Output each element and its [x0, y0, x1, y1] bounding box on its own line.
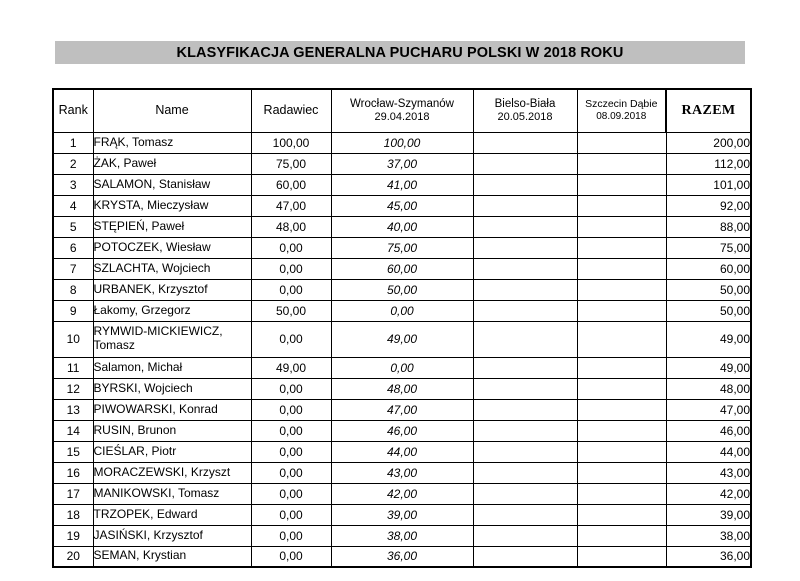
- cell-radawiec: 47,00: [251, 195, 331, 216]
- cell-bielsko-biala: [473, 420, 577, 441]
- column-header-bielsko-date: 20.05.2018: [497, 111, 553, 124]
- cell-wroclaw-szymanow: 0,00: [331, 357, 473, 378]
- table-row[interactable]: [53, 174, 751, 195]
- cell-name: Salamon, Michał: [93, 357, 251, 378]
- cell-szczecin-dabie: [577, 483, 666, 504]
- cell-name: KRYSTA, Mieczysław: [93, 195, 251, 216]
- cell-razem: 46,00: [666, 420, 751, 441]
- cell-rank: 18: [53, 504, 93, 525]
- cell-radawiec: 50,00: [251, 300, 331, 321]
- cell-razem: 50,00: [666, 300, 751, 321]
- cell-wroclaw-szymanow: 60,00: [331, 258, 473, 279]
- cell-bielsko-biala: [473, 378, 577, 399]
- cell-wroclaw-szymanow: 49,00: [331, 321, 473, 357]
- cell-bielsko-biala: [473, 300, 577, 321]
- cell-razem: 48,00: [666, 378, 751, 399]
- cell-razem: 49,00: [666, 321, 751, 357]
- cell-bielsko-biala: [473, 321, 577, 357]
- cell-radawiec: 0,00: [251, 462, 331, 483]
- cell-bielsko-biala: [473, 174, 577, 195]
- cell-radawiec: 49,00: [251, 357, 331, 378]
- table-row[interactable]: [53, 153, 751, 174]
- cell-radawiec: 0,00: [251, 321, 331, 357]
- cell-rank: 19: [53, 525, 93, 546]
- table-row[interactable]: [53, 378, 751, 399]
- cell-razem: 75,00: [666, 237, 751, 258]
- cell-bielsko-biala: [473, 399, 577, 420]
- cell-bielsko-biala: [473, 546, 577, 567]
- cell-szczecin-dabie: [577, 258, 666, 279]
- cell-radawiec: 0,00: [251, 378, 331, 399]
- cell-name: URBANEK, Krzysztof: [93, 279, 251, 300]
- cell-wroclaw-szymanow: 50,00: [331, 279, 473, 300]
- cell-szczecin-dabie: [577, 441, 666, 462]
- cell-radawiec: 0,00: [251, 504, 331, 525]
- cell-bielsko-biala: [473, 195, 577, 216]
- cell-rank: 14: [53, 420, 93, 441]
- cell-name: CIEŚLAR, Piotr: [93, 441, 251, 462]
- table-header: [53, 89, 751, 132]
- cell-radawiec: 0,00: [251, 279, 331, 300]
- cell-wroclaw-szymanow: 42,00: [331, 483, 473, 504]
- cell-wroclaw-szymanow: 46,00: [331, 420, 473, 441]
- cell-name: PIWOWARSKI, Konrad: [93, 399, 251, 420]
- cell-razem: 39,00: [666, 504, 751, 525]
- cell-bielsko-biala: [473, 132, 577, 153]
- cell-razem: 47,00: [666, 399, 751, 420]
- cell-razem: 88,00: [666, 216, 751, 237]
- column-header-bielsko-label: Bielso-Biała: [494, 97, 556, 110]
- cell-szczecin-dabie: [577, 237, 666, 258]
- cell-rank: 10: [53, 321, 93, 357]
- table-row[interactable]: [53, 216, 751, 237]
- cell-name: POTOCZEK, Wiesław: [93, 237, 251, 258]
- table-row[interactable]: [53, 279, 751, 300]
- cell-wroclaw-szymanow: 75,00: [331, 237, 473, 258]
- cell-bielsko-biala: [473, 441, 577, 462]
- cell-bielsko-biala: [473, 357, 577, 378]
- cell-bielsko-biala: [473, 483, 577, 504]
- cell-bielsko-biala: [473, 525, 577, 546]
- table-header-row: [53, 89, 751, 132]
- cell-name: MANIKOWSKI, Tomasz: [93, 483, 251, 504]
- table-row[interactable]: [53, 321, 751, 357]
- cell-razem: 42,00: [666, 483, 751, 504]
- cell-name: RUSIN, Brunon: [93, 420, 251, 441]
- cell-radawiec: 0,00: [251, 258, 331, 279]
- column-header-razem[interactable]: [666, 89, 751, 132]
- cell-razem: 60,00: [666, 258, 751, 279]
- cell-rank: 2: [53, 153, 93, 174]
- table-row[interactable]: [53, 462, 751, 483]
- cell-name: SEMAN, Krystian: [93, 546, 251, 567]
- cell-name: Łakomy, Grzegorz: [93, 300, 251, 321]
- cell-szczecin-dabie: [577, 321, 666, 357]
- table-row[interactable]: [53, 399, 751, 420]
- cell-bielsko-biala: [473, 216, 577, 237]
- cell-rank: 9: [53, 300, 93, 321]
- cell-rank: 3: [53, 174, 93, 195]
- table-row[interactable]: [53, 504, 751, 525]
- cell-razem: 200,00: [666, 132, 751, 153]
- cell-szczecin-dabie: [577, 300, 666, 321]
- column-header-name-label: Name: [155, 102, 189, 117]
- cell-rank: 8: [53, 279, 93, 300]
- cell-bielsko-biala: [473, 237, 577, 258]
- cell-rank: 1: [53, 132, 93, 153]
- cell-wroclaw-szymanow: 41,00: [331, 174, 473, 195]
- cell-radawiec: 0,00: [251, 525, 331, 546]
- cell-radawiec: 0,00: [251, 546, 331, 567]
- column-header-radawiec[interactable]: [251, 89, 331, 132]
- table-row[interactable]: [53, 195, 751, 216]
- table-row[interactable]: [53, 525, 751, 546]
- column-header-bielsko-biala[interactable]: [473, 89, 577, 132]
- column-header-wroclaw-date: 29.04.2018: [374, 111, 430, 124]
- column-header-szczecin-label: Szczecin Dąbie: [585, 97, 658, 110]
- page-title: KLASYFIKACJA GENERALNA PUCHARU POLSKI W 2018 ROKU: [176, 44, 624, 61]
- cell-rank: 15: [53, 441, 93, 462]
- cell-razem: 43,00: [666, 462, 751, 483]
- cell-rank: 16: [53, 462, 93, 483]
- cell-rank: 12: [53, 378, 93, 399]
- cell-szczecin-dabie: [577, 357, 666, 378]
- cell-radawiec: 0,00: [251, 420, 331, 441]
- column-header-name[interactable]: [93, 89, 251, 132]
- classification-table-container: [52, 88, 750, 568]
- cell-wroclaw-szymanow: 0,00: [331, 300, 473, 321]
- cell-wroclaw-szymanow: 40,00: [331, 216, 473, 237]
- table-row[interactable]: [53, 357, 751, 378]
- column-header-radawiec-label: Radawiec: [263, 102, 319, 117]
- cell-szczecin-dabie: [577, 462, 666, 483]
- cell-wroclaw-szymanow: 38,00: [331, 525, 473, 546]
- cell-razem: 44,00: [666, 441, 751, 462]
- cell-razem: 112,00: [666, 153, 751, 174]
- cell-wroclaw-szymanow: 43,00: [331, 462, 473, 483]
- cell-wroclaw-szymanow: 37,00: [331, 153, 473, 174]
- cell-szczecin-dabie: [577, 378, 666, 399]
- cell-name: SALAMON, Stanisław: [93, 174, 251, 195]
- cell-szczecin-dabie: [577, 132, 666, 153]
- cell-rank: 7: [53, 258, 93, 279]
- cell-szczecin-dabie: [577, 399, 666, 420]
- cell-radawiec: 0,00: [251, 399, 331, 420]
- cell-radawiec: 0,00: [251, 237, 331, 258]
- table-row[interactable]: [53, 237, 751, 258]
- cell-rank: 4: [53, 195, 93, 216]
- cell-szczecin-dabie: [577, 174, 666, 195]
- cell-name: ŻAK, Paweł: [93, 153, 251, 174]
- cell-wroclaw-szymanow: 47,00: [331, 399, 473, 420]
- column-header-wroclaw-szymanow[interactable]: [331, 89, 473, 132]
- cell-szczecin-dabie: [577, 504, 666, 525]
- cell-wroclaw-szymanow: 48,00: [331, 378, 473, 399]
- cell-name: STĘPIEŃ, Paweł: [93, 216, 251, 237]
- column-header-szczecin-dabie[interactable]: [577, 89, 666, 132]
- cell-rank: 6: [53, 237, 93, 258]
- cell-radawiec: 0,00: [251, 483, 331, 504]
- cell-radawiec: 75,00: [251, 153, 331, 174]
- cell-rank: 13: [53, 399, 93, 420]
- cell-szczecin-dabie: [577, 216, 666, 237]
- cell-szczecin-dabie: [577, 546, 666, 567]
- cell-szczecin-dabie: [577, 153, 666, 174]
- cell-bielsko-biala: [473, 504, 577, 525]
- table-row[interactable]: [53, 441, 751, 462]
- table-row[interactable]: [53, 300, 751, 321]
- column-header-rank-label: Rank: [58, 102, 88, 117]
- column-header-wroclaw-label: Wrocław-Szymanów: [350, 97, 454, 110]
- cell-wroclaw-szymanow: 36,00: [331, 546, 473, 567]
- cell-radawiec: 100,00: [251, 132, 331, 153]
- table-body: [53, 132, 751, 567]
- cell-razem: 38,00: [666, 525, 751, 546]
- table-row[interactable]: [53, 483, 751, 504]
- cell-name: RYMWID-MICKIEWICZ, Tomasz: [93, 321, 251, 357]
- table-row[interactable]: [53, 420, 751, 441]
- cell-radawiec: 60,00: [251, 174, 331, 195]
- cell-rank: 17: [53, 483, 93, 504]
- cell-razem: 49,00: [666, 357, 751, 378]
- cell-name: TRZOPEK, Edward: [93, 504, 251, 525]
- cell-wroclaw-szymanow: 100,00: [331, 132, 473, 153]
- cell-szczecin-dabie: [577, 525, 666, 546]
- cell-razem: 36,00: [666, 546, 751, 567]
- cell-szczecin-dabie: [577, 279, 666, 300]
- cell-bielsko-biala: [473, 462, 577, 483]
- column-header-razem-label: RAZEM: [681, 103, 736, 118]
- cell-name: BYRSKI, Wojciech: [93, 378, 251, 399]
- cell-wroclaw-szymanow: 45,00: [331, 195, 473, 216]
- classification-table: [52, 88, 752, 568]
- title-banner: [55, 41, 745, 64]
- cell-rank: 20: [53, 546, 93, 567]
- cell-wroclaw-szymanow: 39,00: [331, 504, 473, 525]
- cell-wroclaw-szymanow: 44,00: [331, 441, 473, 462]
- table-row[interactable]: [53, 546, 751, 567]
- cell-rank: 11: [53, 357, 93, 378]
- table-row[interactable]: [53, 132, 751, 153]
- table-row[interactable]: [53, 258, 751, 279]
- cell-name: MORACZEWSKI, Krzyszt: [93, 462, 251, 483]
- cell-name: FRĄK, Tomasz: [93, 132, 251, 153]
- cell-szczecin-dabie: [577, 420, 666, 441]
- cell-bielsko-biala: [473, 279, 577, 300]
- column-header-szczecin-date: 08.09.2018: [596, 111, 647, 123]
- column-header-rank[interactable]: [53, 89, 93, 132]
- cell-bielsko-biala: [473, 258, 577, 279]
- cell-razem: 101,00: [666, 174, 751, 195]
- cell-radawiec: 0,00: [251, 441, 331, 462]
- cell-szczecin-dabie: [577, 195, 666, 216]
- cell-razem: 92,00: [666, 195, 751, 216]
- cell-razem: 50,00: [666, 279, 751, 300]
- cell-name: SZLACHTA, Wojciech: [93, 258, 251, 279]
- cell-name: JASIŃSKI, Krzysztof: [93, 525, 251, 546]
- cell-rank: 5: [53, 216, 93, 237]
- cell-bielsko-biala: [473, 153, 577, 174]
- cell-radawiec: 48,00: [251, 216, 331, 237]
